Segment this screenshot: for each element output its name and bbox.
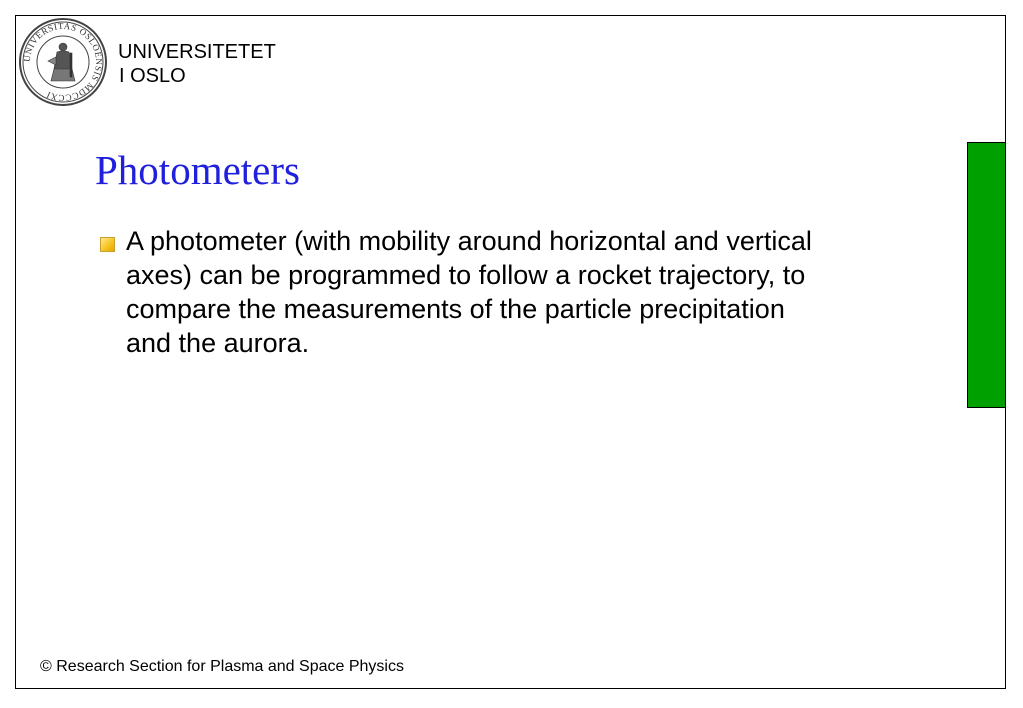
bullet-square-icon	[100, 237, 115, 252]
bullet-item	[100, 224, 840, 360]
bullet-list	[100, 224, 840, 360]
slide-title: Photometers	[95, 147, 300, 193]
svg-text:UNIVERSITAS OSLOENSIS MDCCCXI: UNIVERSITAS OSLOENSIS MDCCCXI	[21, 20, 105, 104]
university-seal-logo	[18, 17, 108, 107]
university-name-line-1: UNIVERSITETET	[118, 41, 276, 63]
accent-bar	[967, 142, 1006, 408]
footer-copyright: © Research Section for Plasma and Space Physics	[40, 658, 404, 675]
bullet-text: A photometer (with mobility around horizontal and vertical axes) can be programmed to follow a rocket trajectory, to compare the measurements of the particle precipitation and the aurora.	[126, 226, 812, 358]
university-name	[118, 40, 276, 88]
university-name-line-2: I OSLO	[119, 65, 186, 87]
